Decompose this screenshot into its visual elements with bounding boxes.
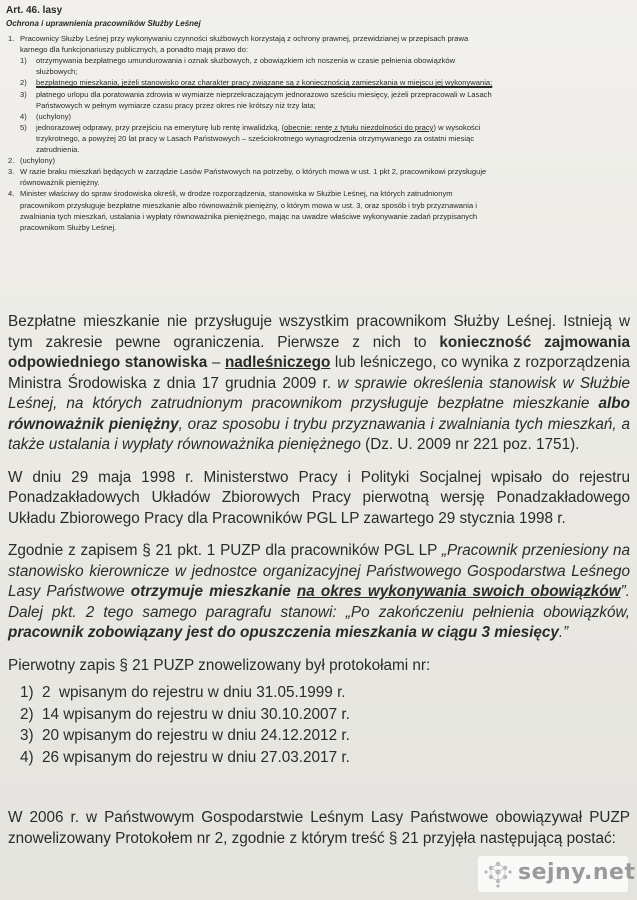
article-title: Art. 46. lasy	[6, 5, 63, 16]
excerpt-line: pracownikom Służby Leśnej.	[20, 222, 117, 232]
paragraph-number: 3.	[8, 167, 15, 177]
excerpt-line: (uchylony)	[36, 111, 72, 121]
point-number: 3)	[20, 89, 27, 99]
list-number: 3)	[20, 727, 34, 744]
underlined-text: obecnie: rentę z tytułu niezdolności do pracy	[284, 122, 434, 132]
excerpt-paragraph-4	[6, 188, 626, 232]
excerpt-paragraph-1	[6, 33, 626, 55]
watermark-brand: sejny.net	[518, 860, 636, 885]
excerpt-line: Minister właściwy do spraw środowiska określi, w drodze rozporządzenia, stanowiska w Służbie Leśnej, na których zatrudnionym	[20, 189, 453, 199]
list-number: 1)	[20, 684, 34, 701]
bold-italic-underlined-text: na okres wykonywania swoich obowiązków	[296, 583, 621, 600]
excerpt-line: karnego dla funkcjonariuszy publicznych, a ponadto mają prawo do:	[20, 45, 248, 55]
excerpt-point-3	[6, 89, 626, 111]
excerpt-line: pracownikom przysługuje bezpłatne mieszkanie albo równoważnik pieniężny, o którym mowa w ust. 3, oraz sposób i tryb przyznawania i	[20, 200, 477, 210]
paragraph-register: W dniu 29 maja 1998 r. Ministerstwo Pracy i Polityki Socjalnej wpisało do rejestru Ponadzakładowych Układów Zbiorowych Pracy pierwotną wersję Ponadzakładowego Układu Zbiorowego Pracy dla Pracowników PGL LP zawartego 29 stycznia 1998 r.	[8, 468, 630, 527]
excerpt-text: jednorazowej odprawy, przy przejściu na emeryturę lub rentę inwalidzką, (	[36, 122, 285, 132]
italic-text: w sprawie określenia stanowisk w Służbie Leśnej, na których zatrudnionym pracownikom przysługuje bezpłatne mieszkanie	[8, 374, 630, 412]
list-item	[20, 725, 630, 747]
excerpt-line: zwalniania tych mieszkań, ustalania i wypłaty równoważnika pieniężnego, mając na uwadze właściwe wykonywanie zadań przypisanych	[20, 211, 478, 221]
excerpt-point-2	[6, 77, 626, 88]
excerpt-line: (uchylony)	[20, 156, 56, 166]
paragraph-number: 2.	[8, 156, 15, 166]
excerpt-line: zatrudnienia.	[36, 145, 80, 155]
list-text: 2 wpisanym do rejestru w dniu 31.05.1999 r.	[42, 684, 346, 701]
list-text: 20 wpisanym do rejestru w dniu 24.12.2012 r.	[42, 727, 350, 744]
list-item	[20, 704, 630, 726]
bold-underlined-text: nadleśniczego	[224, 354, 331, 371]
excerpt-text: ) w wysokości	[433, 122, 481, 132]
excerpt-line: W razie braku mieszkań będących w zarządzie Lasów Państwowych na potrzeby, o których mowa w ust. 1 pkt 2, pracownikowi przysługuje	[20, 167, 487, 177]
bold-text: konieczność zajmowania odpowiedniego stanowiska	[8, 333, 630, 371]
paragraph-protocols-intro: Pierwotny zapis § 21 PUZP znowelizowany był protokołami nr:	[8, 656, 431, 674]
text-run: (Dz. U. 2009 nr 221 poz. 1751).	[360, 436, 580, 453]
excerpt-line: płatnego urlopu dla poratowania zdrowia w wymiarze nieprzekraczającym jednorazowo sześciu miesięcy, jeżeli przepracowali w Lasach	[36, 89, 492, 99]
bold-italic-text: pracownik zobowiązany jest do opuszczenia mieszkania w ciągu 3 miesięcy	[8, 624, 559, 641]
list-text: 14 wpisanym do rejestru w dniu 30.10.2007 r.	[42, 705, 350, 723]
excerpt-line: otrzymywania bezpłatnego umundurowania i oznak służbowych, z obowiązkiem ich noszenia w czasie pełnienia obowiązków	[36, 56, 456, 66]
protocol-list	[8, 682, 630, 768]
point-number: 1)	[20, 56, 27, 66]
list-item	[20, 682, 630, 704]
excerpt-line: trzykrotnego, a powyżej 20 lat pracy w Lasach Państwowych – sześciokrotnego wynagrodzenia otrzymywanego za ostatni miesiąc	[36, 133, 475, 143]
bold-italic-text: albo równoważnik pieniężny	[8, 395, 630, 433]
excerpt-point-4	[6, 111, 626, 122]
italic-text: „Po zakończeniu pełnienia obowiązków,	[345, 603, 630, 621]
paragraph-number: 4.	[8, 189, 15, 199]
excerpt-line	[36, 122, 626, 133]
list-item	[20, 747, 630, 769]
excerpt-paragraph-3	[6, 166, 626, 188]
excerpt-line: służbowych;	[36, 67, 78, 77]
list-text: 26 wpisanym do rejestru w dniu 27.03.2017 r.	[42, 748, 350, 766]
watermark-logo	[478, 856, 636, 892]
point-number: 4)	[20, 111, 27, 121]
excerpt-line: Pracownicy Służby Leśnej przy wykonywaniu czynności służbowych korzystają z ochrony prawnej, przewidzianej w przepisach prawa	[20, 34, 469, 44]
excerpt-paragraph-2	[6, 155, 626, 166]
italic-text: „Pracownik przeniesiony na stanowisko kierownicze w jednostce organizacyjnej Państwowego Gospodarstwa Leśnego Lasy Państwowe	[8, 542, 630, 600]
italic-text: ”. Dalej pkt. 2 tego samego paragrafu stanowi:	[8, 583, 630, 621]
paragraph-puzp-21	[8, 541, 630, 644]
legal-excerpt	[6, 4, 626, 233]
point-number: 5)	[20, 122, 27, 132]
text-run: –	[207, 354, 225, 371]
paragraph-number: 1.	[8, 34, 15, 44]
text-run: Bezpłatne mieszkanie nie przysługuje wszystkim pracownikom Służby Leśnej. Istnieją w tym zakresie pewne ograniczenia. Pierwsze z nich to	[8, 313, 630, 351]
excerpt-point-1	[6, 55, 626, 77]
text-run: lub leśniczego, co wynika z rozporządzenia Ministra Środowiska z dnia 17 grudnia 2009 r.	[8, 354, 630, 392]
paragraph-2006: W 2006 r. w Państwowym Gospodarstwie Leśnym Lasy Państwowe obowiązywał PUZP znowelizowany Protokołem nr 2, zgodnie z którym treść § 21 przyjęła następującą postać:	[8, 809, 630, 847]
list-number: 4)	[20, 748, 34, 766]
paragraph-free-housing	[8, 312, 630, 456]
bold-italic-text: otrzymuje mieszkanie	[130, 583, 297, 600]
excerpt-line: Państwowych w pełnym wymiarze czasu pracy przez okres nie krótszy niż trzy lata;	[36, 100, 316, 110]
article-subtitle: Ochrona i uprawnienia pracowników Służby Leśnej	[6, 19, 201, 28]
hexagon-dots-icon	[482, 860, 514, 888]
italic-text: .”	[558, 624, 569, 641]
excerpt-line: równoważnik pieniężny.	[20, 178, 100, 188]
text-run: Zgodnie z zapisem § 21 pkt. 1 PUZP dla pracowników PGL LP	[8, 542, 442, 559]
highlighted-line: bezpłatnego mieszkania, jeżeli stanowisko oraz charakter pracy związane są z koniecznością zamieszkania w miejscu jej wykonywania;	[36, 78, 493, 88]
excerpt-point-5	[6, 122, 626, 155]
italic-text: , oraz sposobu i trybu przyznawania i zwalniania tych mieszkań, a także ustalania i wypłaty równoważnika pieniężnego	[8, 415, 630, 453]
main-body	[8, 312, 630, 861]
point-number: 2)	[20, 78, 27, 88]
list-number: 2)	[20, 705, 34, 723]
